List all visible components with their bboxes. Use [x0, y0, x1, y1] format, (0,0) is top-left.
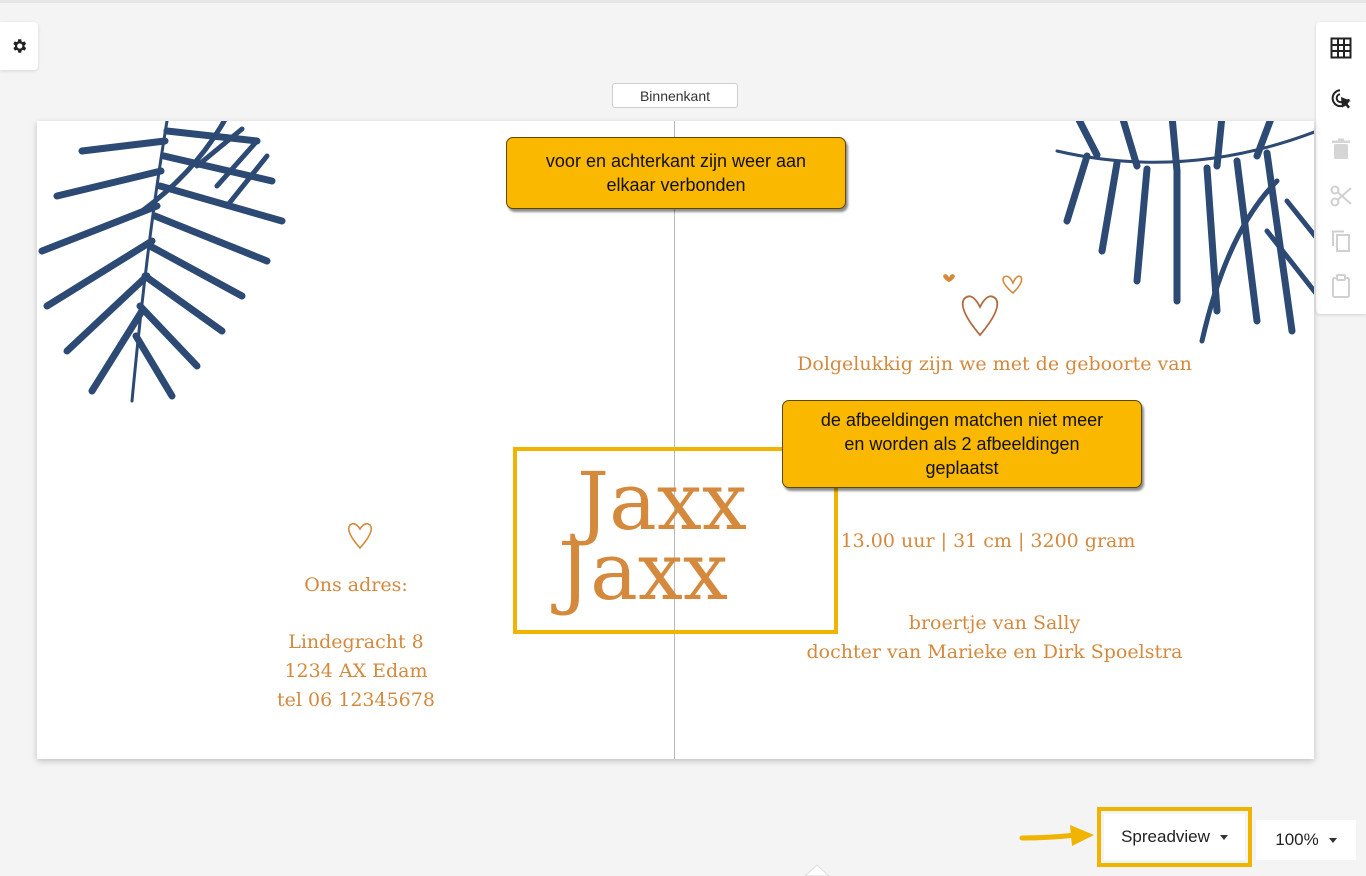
palm-leaf-right-image[interactable]	[1027, 121, 1314, 361]
page-label-tab[interactable]: Binnenkant	[612, 83, 738, 108]
callout-top-line-1: voor en achterkant zijn weer aan	[545, 151, 807, 171]
zoom-chevron-down-icon	[1329, 838, 1337, 843]
view-mode-value: Spreadview	[1121, 827, 1210, 846]
family-line-parents[interactable]: dochter van Marieke en Dirk Spoelstra	[806, 641, 1183, 663]
callout-mid-line-3: geplaatst	[925, 458, 999, 478]
grid-icon	[1330, 37, 1352, 59]
baby-name-left-image[interactable]: Jaxx	[558, 525, 728, 618]
grid-button[interactable]	[1328, 35, 1354, 61]
callout-mid-line-1: de afbeeldingen matchen niet meer	[820, 410, 1104, 430]
callout-top-line-2: elkaar verbonden	[606, 175, 746, 195]
side-toolbar	[1316, 22, 1366, 314]
copy-button[interactable]	[1328, 228, 1354, 254]
palm-leaf-left-image[interactable]	[37, 121, 307, 421]
trash-icon	[1331, 138, 1351, 160]
birth-intro-text[interactable]: Dolgelukkig zijn we met de geboorte van	[797, 353, 1192, 375]
hearts-decoration-icon[interactable]	[942, 271, 1032, 341]
view-mode-dropdown[interactable]	[1104, 814, 1245, 860]
zoom-value: 100%	[1275, 830, 1319, 849]
delete-button[interactable]	[1328, 136, 1354, 162]
zoom-dropdown[interactable]	[1256, 820, 1356, 860]
arrow-annotation-icon	[1018, 822, 1098, 850]
callout-mid-line-2: en worden als 2 afbeeldingen	[844, 434, 1080, 454]
address-line-street[interactable]: Lindegracht 8	[288, 631, 424, 653]
panel-toggle-caret-icon[interactable]	[803, 862, 831, 876]
top-border	[0, 0, 1366, 3]
paste-icon	[1330, 274, 1352, 298]
address-heading[interactable]: Ons adres:	[304, 574, 408, 596]
select-tool-button[interactable]	[1328, 86, 1354, 112]
copy-icon	[1330, 229, 1352, 253]
family-line-sibling[interactable]: broertje van Sally	[908, 612, 1081, 634]
address-line-city[interactable]: 1234 AX Edam	[284, 660, 428, 682]
callout-connected-sides	[506, 137, 846, 209]
baby-name-right-image[interactable]: Jaxx	[577, 455, 747, 548]
callout-images-mismatch	[782, 400, 1142, 488]
address-line-phone[interactable]: tel 06 12345678	[277, 689, 435, 711]
heart-left-icon[interactable]	[346, 521, 374, 551]
select-cursor-icon	[1329, 87, 1353, 111]
settings-button[interactable]	[0, 22, 38, 70]
birth-stats-text[interactable]: 13.00 uur | 31 cm | 3200 gram	[840, 530, 1136, 552]
view-mode-chevron-down-icon	[1220, 835, 1228, 840]
scissors-icon	[1330, 185, 1352, 207]
gear-icon	[10, 37, 28, 55]
paste-button[interactable]	[1328, 273, 1354, 299]
cut-button[interactable]	[1328, 183, 1354, 209]
